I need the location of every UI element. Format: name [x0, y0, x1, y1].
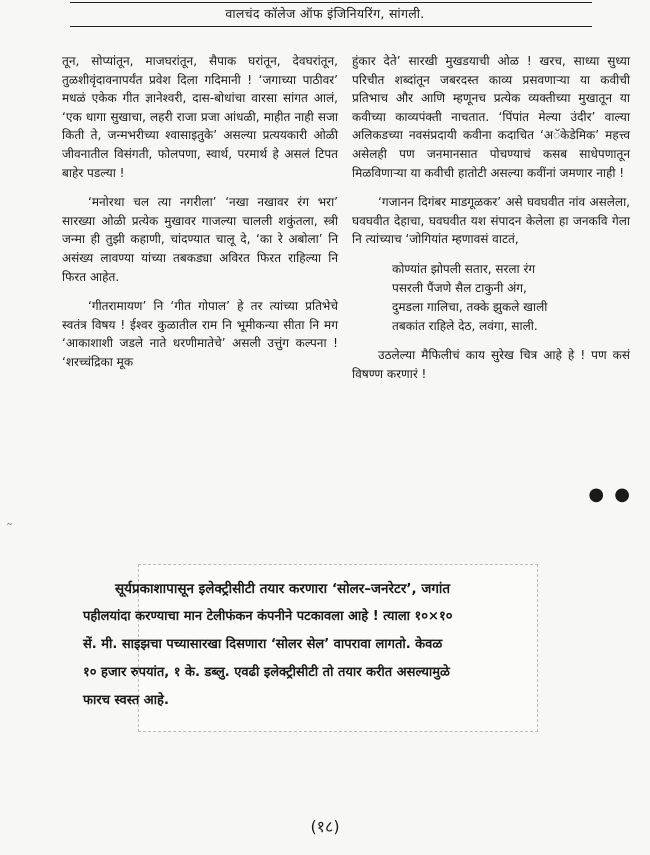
- page-header: वालचंद कॉलेज ऑफ इंजिनियरिंग, सांगली.: [225, 6, 425, 21]
- left-paragraph-3: ‘गीतरामायण’ नि ‘गीत गोपाल’ हे तर त्यांच्या प्रतिभेचे स्वतंत्र विषय ! ईश्वर कुळातील राम नि भूमीकन्या सीता नि मग ‘आकाशाशी जडले नाते धरणीमातेचे’ असली उत्तुंग कल्पना ! ‘शरच्चंद्रिका मूक: [62, 299, 338, 369]
- solar-generator-notice: [60, 575, 600, 715]
- notice-line-3: सें. मी. साइझचा पच्यासारखा दिसणारा ‘सोलर सेल’ वापरावा लागतो. केवळ: [83, 637, 443, 652]
- right-paragraph-2: ‘गजानन दिगंबर माडगूळकर’ असे घवघवीत नांव असलेला, घवघवीत देहाचा, घवघवीत यश संपादन केलेला हा जनकवि गेला नि त्यांच्याच ‘जोगियांत म्हणावसं वाटतं,: [352, 195, 630, 247]
- page-number: (१८): [310, 817, 340, 836]
- poem-line: दुमडला गालिचा, तक्के झुकले खाली: [392, 299, 548, 314]
- poem-stanza: [392, 260, 630, 336]
- notice-line-4: १० हजार रुपयांत, १ के. डब्लु. एवढी इलेक्ट्रीसीटी तो तयार करीत असल्यामुळे: [83, 665, 450, 680]
- header-top-rule: [70, 2, 592, 3]
- poem-line: पसरली पैंजणे सैल टाकुनी अंग,: [392, 280, 527, 295]
- end-of-article-mark: ● ●: [588, 484, 632, 505]
- right-paragraph-1: हुंकार देते’ सारखी मुखडयाची ओळ ! खरच, साध्या सुध्या परिचीत शब्दांतून जबरदस्त काव्य प्रसवणाऱ्या या कवीची प्रतिभाच और आणि म्हणूनच प्रत्येक व्यक्तीच्या मुखातून या कवीच्या काव्यपंक्ती नाचतात. ‘पिंपांत मेल्या उंदीर’ वाल्या अलिकडच्या नवसंप्रदायी कवीना कदाचित ‘अॅकेडेमिक’ महत्त्व असेलही पण जनमानसात पोचण्याचं कसब साधेपणातून मिळविणाऱ्या या कवीची हातोटी असल्या कवींनां जमणार नाही !: [352, 54, 630, 180]
- notice-line-5: फारच स्वस्त आहे.: [83, 693, 169, 708]
- poem-line: तबकांत राहिले देठ, लवंगा, साली.: [392, 318, 538, 333]
- header-bottom-rule: [70, 26, 592, 27]
- margin-mark: ˜: [6, 522, 13, 538]
- left-column: [62, 52, 338, 383]
- notice-line-1: सूर्यप्रकाशापासून इलेक्ट्रीसीटी तयार करणारा ‘सोलर–जनरेटर’, जगांत: [115, 581, 451, 597]
- notice-line-2: पहीलयांदा करण्याचा मान टेलीफंकन कंपनीने पटकावला आहे ! त्याला १०×१०: [83, 609, 453, 624]
- left-paragraph-2: ‘मनोरथा चल त्या नगरीला’ ‘नखा नखावर रंग भरा’ सारख्या ओळी प्रत्येक मुखावर गाजल्या चालली शकुंतला, स्त्री जन्मा ही तुझी कहाणी, चांदण्यात चालू दे, ‘का रे अबोला’ नि असंख्य लावण्या यांच्या तबकड्या अविरत फिरत राहिल्या नि फिरत आहेत.: [62, 195, 338, 284]
- right-column: [352, 52, 630, 394]
- left-paragraph-1: तून, सोप्यांतून, माजघरांतून, सैपाक घरांतून, देवघरांतून, तुळशीवृंदावनापर्यंत प्रवेश दिला गदिमानी ! ‘जगाच्या पाठीवर’ मधळं एकेक गीत ज्ञानेश्वरी, दास-बोधांचा वारसा सांगत आलं, ‘एक धागा सुखाचा, लहरी राजा प्रजा आंधळी, माहीत नाही सजा किती ते, जन्मभरीच्या श्वासाइतुके’ असल्या प्रत्ययकारी ओळी जीवनातील विसंगती, फोलपणा, स्वार्थ, परमार्थ हे असलं टिपत बाहेर पडल्या !: [62, 54, 338, 180]
- poem-line: कोण्यांत झोपली सतार, सरला रंग: [392, 261, 536, 276]
- right-paragraph-3: उठलेल्या मैफिलीचं काय सुरेख चित्र आहे हे ! पण कसं विषण्ण करणारं !: [352, 347, 630, 381]
